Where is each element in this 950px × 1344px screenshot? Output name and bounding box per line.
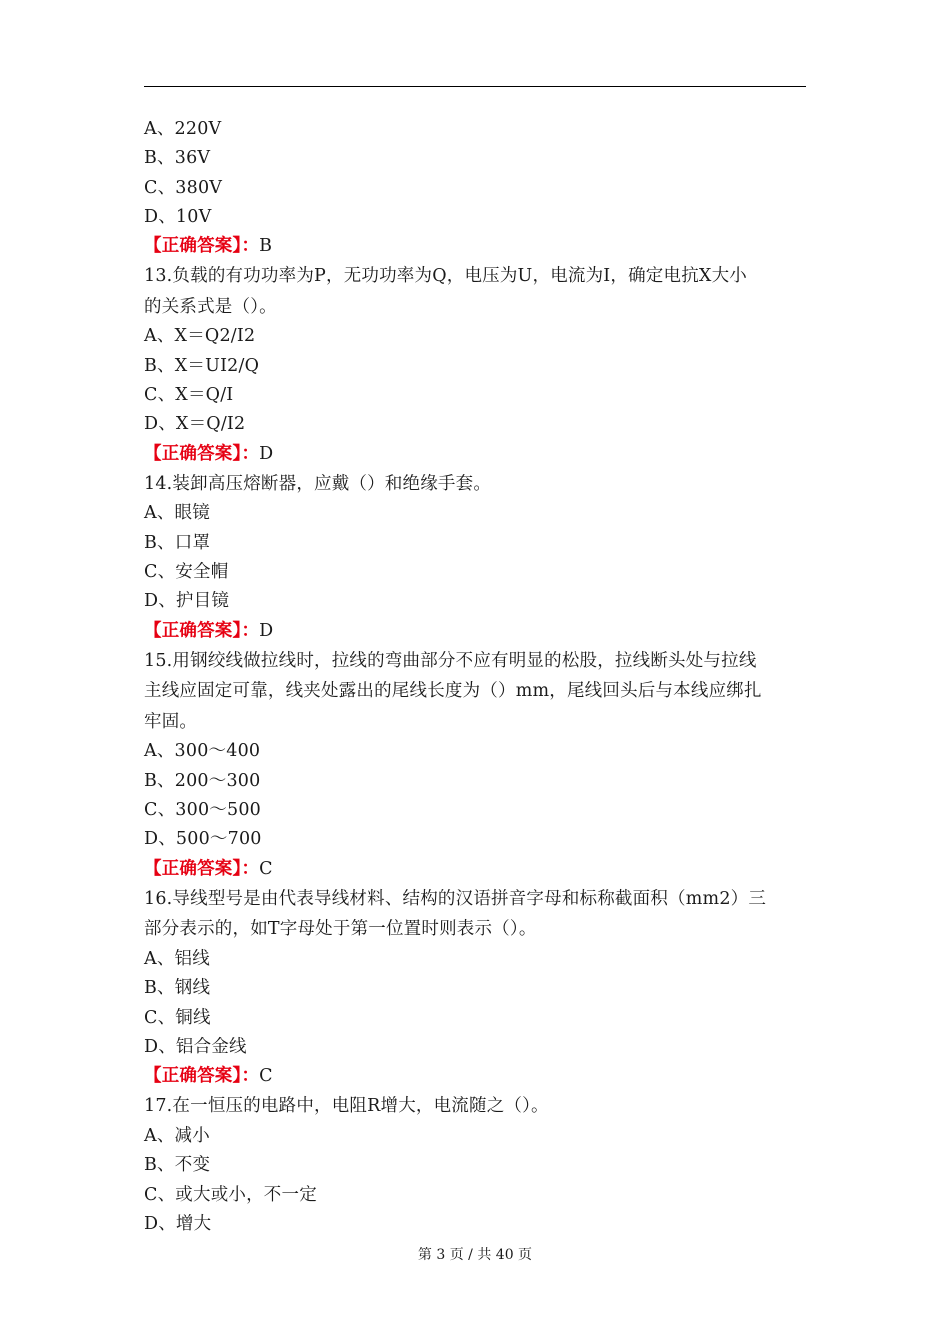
option-c: C、300～500 — [144, 800, 261, 821]
option-d: D、护目镜 — [144, 591, 230, 612]
question-12-options — [144, 115, 806, 232]
option-b: B、X＝UI2/Q — [144, 355, 260, 376]
answer-value: C — [259, 1066, 273, 1087]
question-stem: 的关系式是（）。 — [144, 296, 277, 317]
option-a: A、铝线 — [144, 948, 210, 969]
answer-label: 【正确答案】： — [144, 1066, 260, 1087]
question-15 — [144, 646, 806, 884]
header-rule — [144, 86, 806, 87]
option-a: A、眼镜 — [144, 503, 210, 524]
question-stem: 牢固。 — [144, 711, 198, 732]
question-stem: 主线应固定可靠，线夹处露出的尾线长度为（）mm，尾线回头后与本线应绑扎 — [144, 681, 762, 702]
answer-label: 【正确答案】： — [144, 443, 260, 464]
option-d: D、增大 — [144, 1213, 212, 1234]
option-a: A、220V — [144, 119, 222, 139]
option-b: B、200～300 — [144, 770, 261, 791]
page-number: 第 3 页 / 共 40 页 — [417, 1247, 533, 1263]
option-c: C、安全帽 — [144, 562, 229, 583]
answer-line-14 — [144, 617, 806, 646]
question-stem: 15.用钢绞线做拉线时，拉线的弯曲部分不应有明显的松股，拉线断头处与拉线 — [144, 650, 757, 671]
question-stem: 13.负载的有功功率为P，无功功率为Q，电压为U，电流为I，确定电抗X大小 — [144, 266, 747, 287]
question-14 — [144, 469, 806, 646]
question-stem: 部分表示的，如T字母处于第一位置时则表示（）。 — [144, 919, 537, 940]
option-d: D、铝合金线 — [144, 1036, 247, 1057]
option-b: B、口罩 — [144, 532, 211, 553]
option-b: B、36V — [144, 148, 211, 169]
question-stem: 16.导线型号是由代表导线材料、结构的汉语拼音字母和标称截面积（mm2）三 — [144, 888, 767, 909]
answer-line-12 — [144, 232, 806, 261]
option-a: A、X＝Q2/I2 — [144, 326, 256, 347]
answer-line-16 — [144, 1062, 806, 1091]
answer-label: 【正确答案】： — [144, 858, 260, 879]
question-13 — [144, 261, 806, 468]
question-stem: 17.在一恒压的电路中，电阻R增大，电流随之（）。 — [144, 1096, 549, 1117]
question-16 — [144, 884, 806, 1091]
answer-line-13 — [144, 440, 806, 469]
answer-line-15 — [144, 855, 806, 884]
option-d: D、500～700 — [144, 829, 262, 850]
option-c: C、或大或小，不一定 — [144, 1184, 317, 1205]
answer-value: B — [259, 236, 273, 257]
option-c: C、380V — [144, 177, 223, 198]
option-b: B、不变 — [144, 1155, 211, 1176]
question-content — [144, 115, 806, 1239]
question-17 — [144, 1091, 806, 1239]
option-c: C、X＝Q/I — [144, 385, 234, 406]
option-c: C、铜线 — [144, 1007, 211, 1028]
option-a: A、300～400 — [144, 741, 261, 762]
option-b: B、钢线 — [144, 978, 211, 999]
option-d: D、10V — [144, 206, 212, 227]
option-d: D、X＝Q/I2 — [144, 414, 246, 435]
answer-label: 【正确答案】： — [144, 236, 260, 257]
answer-value: C — [259, 858, 273, 879]
answer-label: 【正确答案】： — [144, 620, 260, 641]
answer-value: D — [259, 620, 274, 641]
option-a: A、减小 — [144, 1125, 210, 1146]
question-stem: 14.装卸高压熔断器，应戴（）和绝缘手套。 — [144, 473, 492, 494]
answer-value: D — [259, 443, 274, 464]
